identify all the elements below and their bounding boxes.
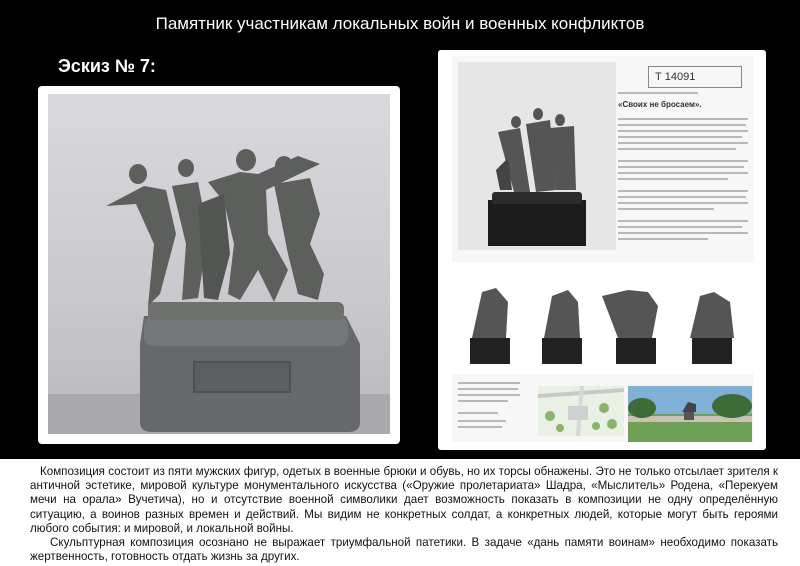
site-plan bbox=[538, 386, 624, 436]
sketch-label: Эскиз № 7: bbox=[58, 56, 156, 76]
project-slogan: «Своих не бросаем». bbox=[618, 100, 702, 109]
description-paragraph-2: Скульптурная композиция осознано не выражает триумфальной патетики. В задаче «дань памяти воинам» необходимо показать жертвенность, готовность отдать жизнь за других. bbox=[30, 536, 778, 564]
sculpture-illustration bbox=[48, 94, 390, 434]
board-bottom-text bbox=[458, 378, 524, 436]
board-main-photo bbox=[458, 62, 616, 250]
exhibition-board bbox=[452, 56, 754, 442]
description-panel bbox=[0, 459, 800, 566]
site-render bbox=[628, 386, 752, 442]
board-views-row bbox=[452, 262, 754, 374]
project-code: Т 14091 bbox=[648, 66, 742, 88]
description-paragraph-1: Композиция состоит из пяти мужских фигур, одетых в военные брюки и обувь, но их торсы обнажены. Это не только отсылает зрителя к античной эстетике, мировой культуре монументального искусства («Оружие пролетариата» Шадра, «Мыслитель» Родена, «Перекуем мечи на орала» Вучетича), но и отсутствие военной символики дает возможность показать в композиции не одну определённую ситуацию, а воинов разных времен и действий. Мы видим не конкретных солдат, а конкретных людей, которые могут быть героями любого события: и мировой, и локальной войны. bbox=[30, 465, 778, 535]
page-title: Памятник участникам локальных войн и военных конфликтов bbox=[155, 14, 645, 33]
sculpture-photo bbox=[48, 94, 390, 434]
sculpture-photo-frame bbox=[38, 86, 400, 444]
exhibition-board-frame bbox=[438, 50, 766, 450]
